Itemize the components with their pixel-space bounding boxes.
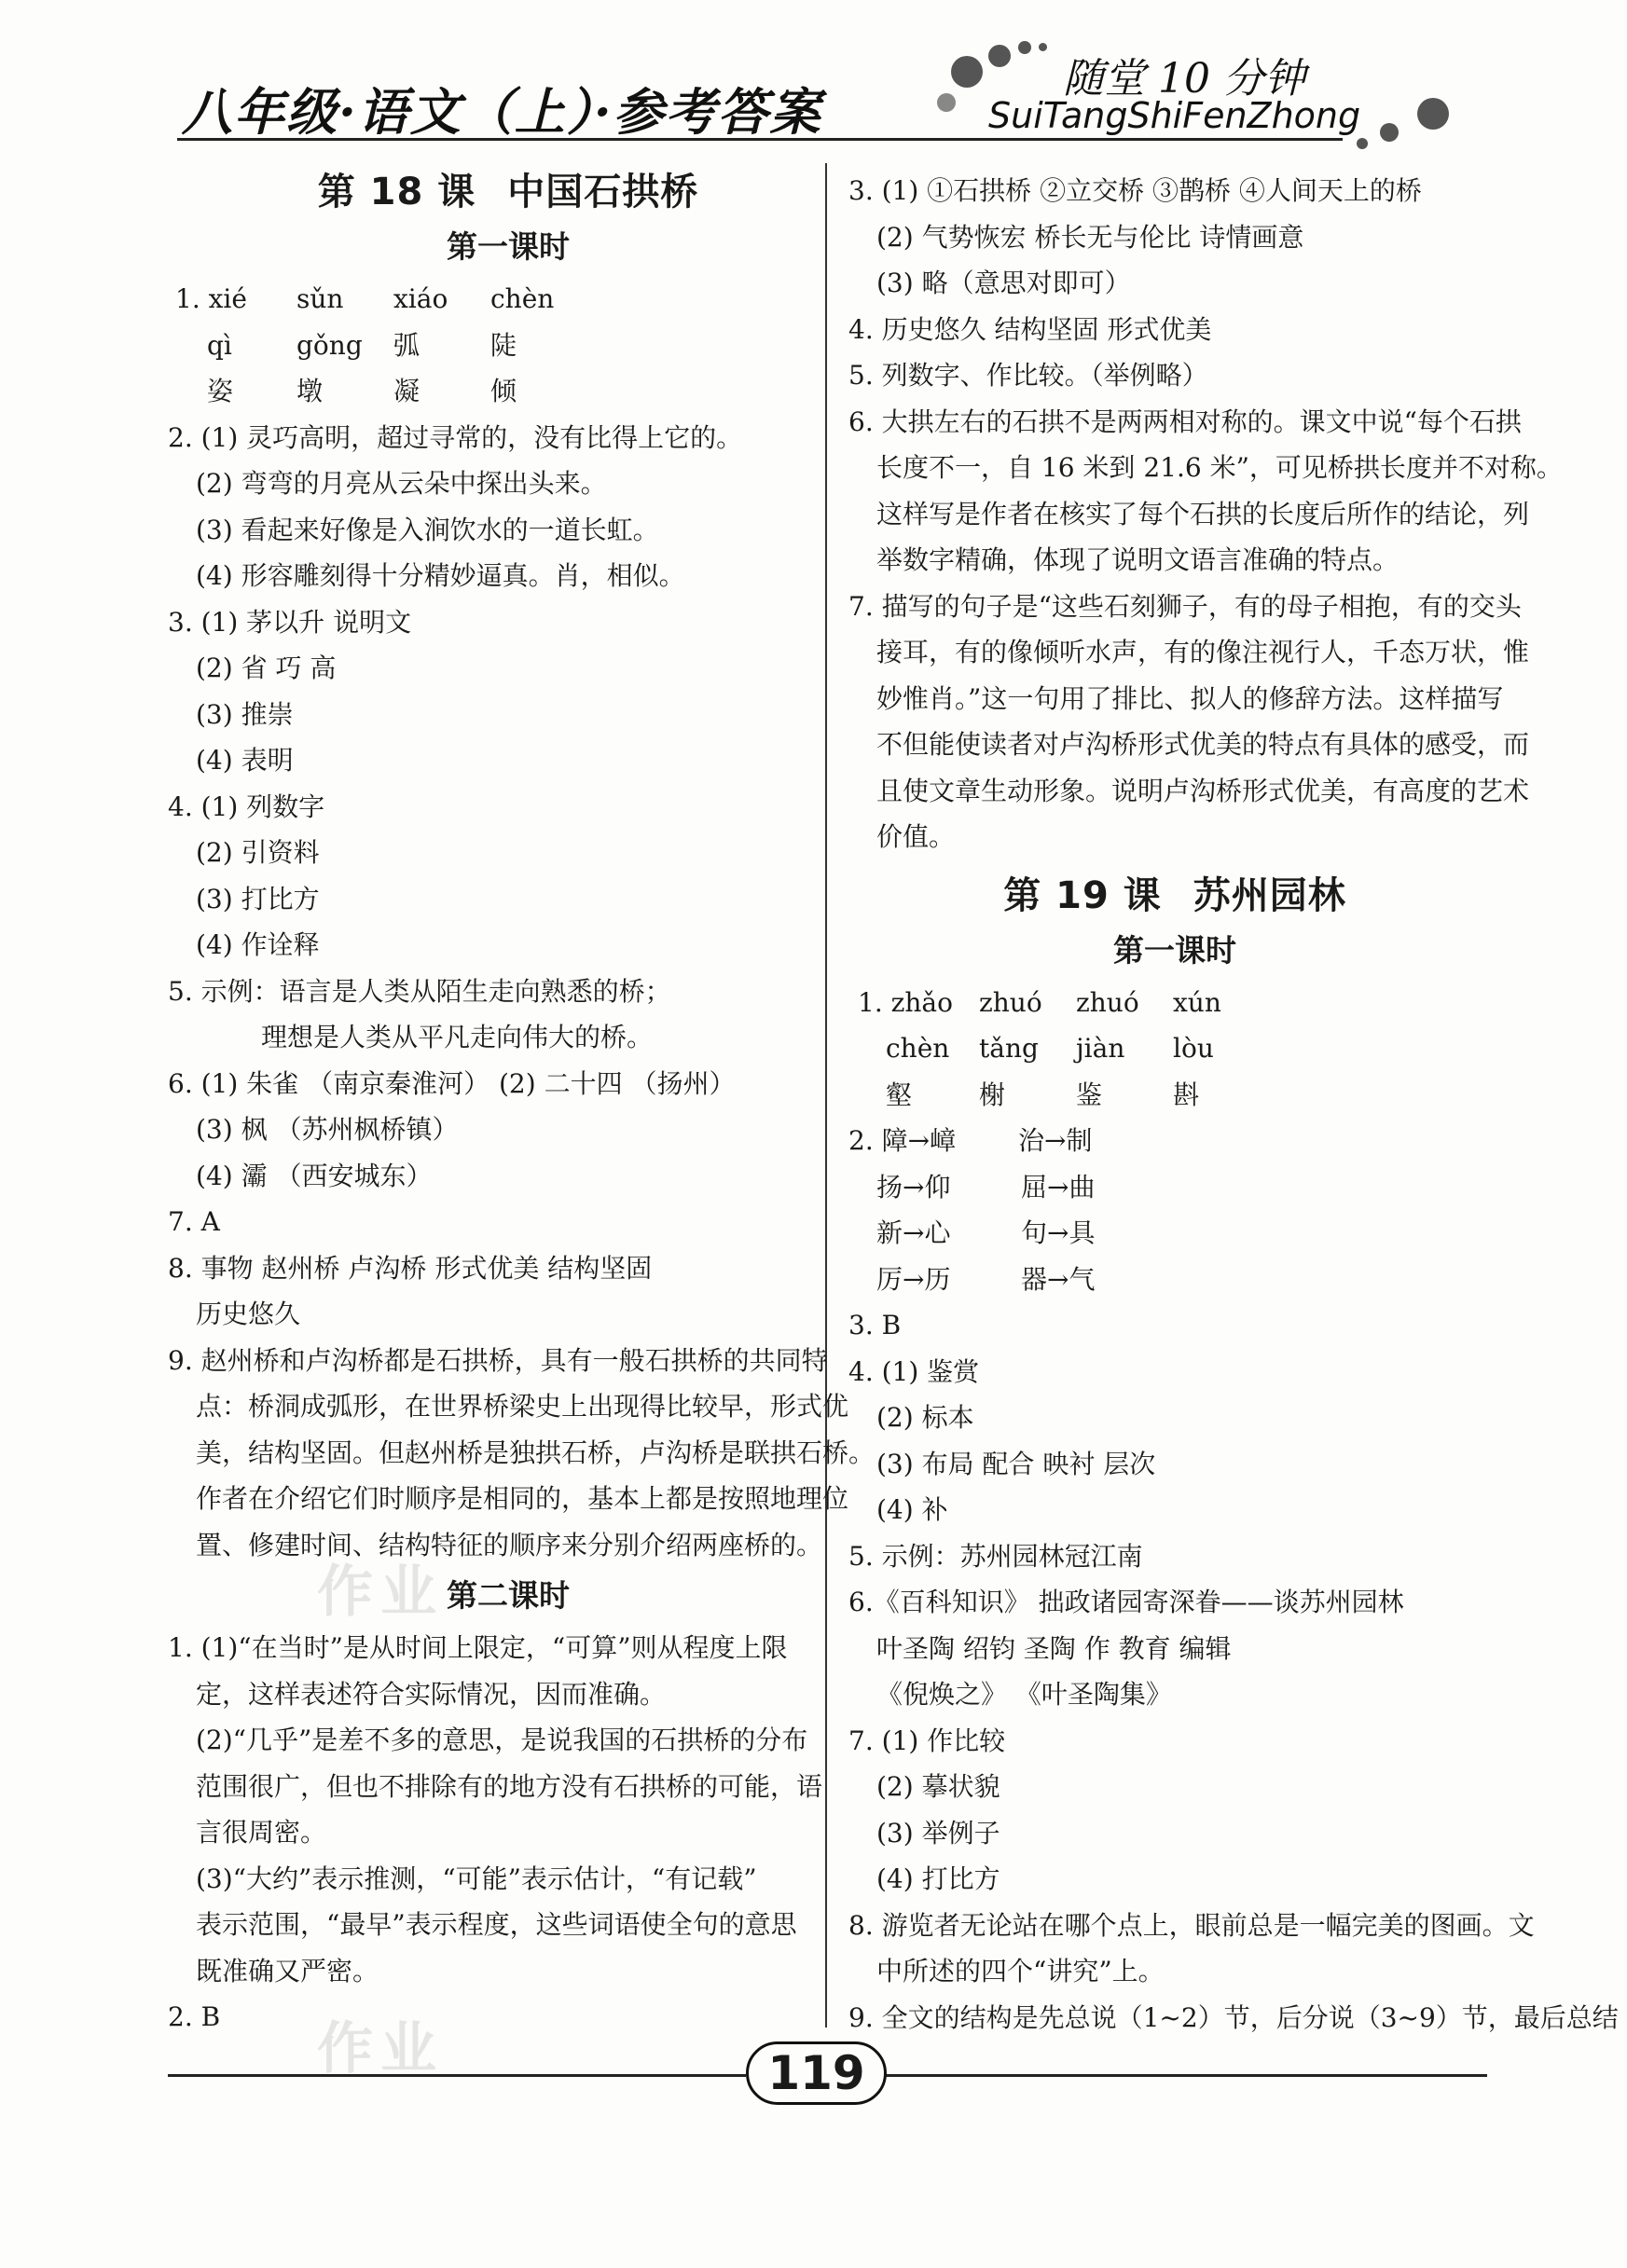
q1-answer: xiáo [393, 283, 448, 314]
q6-line: (4) 灞 （西安城东） [196, 1160, 433, 1191]
q1-row-1 [168, 276, 848, 323]
period-1-heading: 第一课时 [447, 228, 570, 265]
q9-line: 点：桥洞成弧形，在世界桥梁史上出现得比较早，形式优 [196, 1391, 849, 1422]
s3-line: 3. B [848, 1310, 902, 1340]
s7-line: (4) 打比方 [876, 1863, 1000, 1894]
q8-line: 8. 事物 赵州桥 卢沟桥 形式优美 结构坚固 [168, 1252, 653, 1284]
q3-line: (2) 省 巧 高 [196, 653, 337, 683]
s8-line: 中所述的四个“讲究”上。 [876, 1956, 1165, 1986]
q1-row-3 [168, 368, 848, 415]
r4-line: 4. 历史悠久 结构坚固 形式优美 [848, 313, 1212, 345]
q7-line: 7. A [168, 1206, 220, 1237]
r6-line: 这样写是作者在核实了每个石拱的长度后所作的结论，列 [876, 498, 1530, 529]
s1-answer: tǎng [979, 1033, 1039, 1064]
q3-line: (3) 推崇 [196, 698, 294, 730]
q5-line: 5. 示例：语言是人类从陌生走向熟悉的桥； [168, 975, 671, 1007]
s2-answer: 2. 障→嶂 [848, 1125, 957, 1156]
brand-chinese-name: 随堂 10 分钟 [1063, 55, 1305, 103]
q2-line: (2) 弯弯的月亮从云朵中探出头来。 [196, 468, 607, 499]
s6-line: 《倪焕之》 《叶圣陶集》 [876, 1679, 1172, 1710]
footer-rule-left [168, 2074, 746, 2077]
p2-q1-line: (3)“大约”表示推测，“可能”表示估计，“有记载” [196, 1863, 757, 1894]
s1-row-1 [848, 980, 1501, 1026]
r5-line: 5. 列数字、作比较。（举例略） [848, 360, 1208, 391]
p2-q2-line: 2. B [168, 2001, 221, 2032]
period-2-heading: 第二课时 [447, 1577, 570, 1614]
q6-answer: (2) 二十四 （扬州） [499, 1067, 736, 1099]
s8-line: 8. 游览者无论站在哪个点上，眼前总是一幅完美的图画。文 [848, 1909, 1535, 1941]
s1-row-2 [848, 1025, 1501, 1072]
watermark-stamp: 作业 [317, 1560, 444, 1625]
p2-q1-line: (2)“几乎”是差不多的意思，是说我国的石拱桥的分布 [196, 1725, 808, 1755]
q4-line: (4) 作诠释 [196, 929, 320, 960]
r6-line: 举数字精确，体现了说明文语言准确的特点。 [876, 544, 1399, 575]
r7-line: 接耳，有的像倾听水声，有的像注视行人，千态万状，惟 [876, 637, 1530, 667]
lesson-18-title [168, 162, 848, 215]
p2-q1-line: 定，这样表述符合实际情况，因而准确。 [196, 1678, 667, 1710]
q9-line: 作者在介绍它们时顺序是相同的，基本上都是按照地理位 [196, 1483, 849, 1514]
lesson-19-period-1-heading: 第一课时 [1113, 931, 1236, 969]
q5-line: 理想是人类从平凡走向伟大的桥。 [261, 1022, 654, 1052]
s1-row-3 [848, 1072, 1501, 1119]
right-column [848, 158, 1619, 2041]
r6-line: 6. 大拱左右的石拱不是两两相对称的。课文中说“每个石拱 [848, 405, 1522, 437]
q9-line: 9. 赵州桥和卢沟桥都是石拱桥，具有一般石拱桥的共同特 [168, 1344, 828, 1376]
lesson-19-number: 第 19 课 [1003, 873, 1162, 917]
s7-line: (3) 举例子 [876, 1817, 1000, 1849]
s1-answer: jiàn [1076, 1033, 1125, 1064]
page-header-title: 八年级·语文（上）·参考答案 [182, 82, 822, 142]
brand-dot-icon [988, 45, 1011, 67]
s1-answer: 1. zhǎo [858, 986, 953, 1018]
s4-line: (3) 布局 配合 映衬 层次 [876, 1448, 1156, 1479]
s4-line: (4) 补 [876, 1494, 948, 1525]
r7-line: 不但能使读者对卢沟桥形式优美的特点有具体的感受，而 [876, 729, 1530, 760]
q1-answer: 弧 [393, 329, 421, 361]
s2-row [848, 1118, 1501, 1164]
s7-line: (2) 摹状貌 [876, 1771, 1000, 1802]
q3-line: (4) 表明 [196, 745, 294, 776]
s2-row [848, 1257, 1501, 1303]
p2-q1-line: 言很周密。 [196, 1817, 327, 1848]
brand-dot-icon [1018, 41, 1031, 54]
s2-row [848, 1164, 1501, 1211]
s1-answer: 榭 [979, 1079, 1006, 1110]
q1-answer: chèn [490, 283, 555, 314]
r7-line: 价值。 [876, 821, 956, 852]
q9-line: 置、修建时间、结构特征的顺序来分别介绍两座桥的。 [196, 1529, 823, 1560]
r6-line: 长度不一，自 16 米到 21.6 米”，可见桥拱长度并不对称。 [876, 452, 1563, 483]
r3-line: (2) 气势恢宏 桥长无与伦比 诗情画意 [876, 221, 1304, 253]
s2-answer: 句→具 [1021, 1217, 1096, 1248]
q1-answer: gǒng [296, 329, 363, 361]
s1-answer: lòu [1173, 1033, 1214, 1064]
s2-answer: 器→气 [1021, 1263, 1096, 1295]
q1-answer: 陡 [490, 329, 517, 361]
s7-line: 7. (1) 作比较 [848, 1725, 1006, 1756]
q9-line: 美，结构坚固。但赵州桥是独拱石桥，卢沟桥是联拱石桥。 [196, 1436, 876, 1468]
footer-rule-right [881, 2074, 1487, 2077]
s2-answer: 新→心 [876, 1217, 951, 1248]
s1-answer: 斟 [1173, 1079, 1200, 1110]
s2-answer: 屈→曲 [1021, 1171, 1096, 1203]
brand-dot-icon [1417, 98, 1449, 130]
s6-line: 6.《百科知识》 拙政诸园寄深眷——谈苏州园林 [848, 1587, 1404, 1617]
q1-answer: 1. xié [175, 283, 247, 314]
q6-line: (3) 枫 （苏州枫桥镇） [196, 1114, 459, 1145]
brand-dot-icon [1039, 43, 1047, 51]
r3-line: 3. (1) ①石拱桥 ②立交桥 ③鹊桥 ④人间天上的桥 [848, 175, 1422, 206]
q4-line: 4. (1) 列数字 [168, 790, 325, 822]
lesson-19-title [848, 866, 1501, 919]
s2-row [848, 1210, 1501, 1257]
s1-answer: zhuó [1076, 986, 1139, 1018]
q2-line: 2. (1) 灵巧高明，超过寻常的，没有比得上它的。 [168, 421, 743, 453]
s1-answer: 鉴 [1076, 1079, 1103, 1110]
lesson-18-name: 中国石拱桥 [507, 171, 699, 213]
s2-answer: 治→制 [1018, 1125, 1093, 1156]
r7-line: 妙惟肖。”这一句用了排比、拟人的修辞方法。这样描写 [876, 682, 1504, 714]
q1-answer: 凝 [393, 376, 421, 406]
s6-line: 叶圣陶 绍钧 圣陶 作 教育 编辑 [876, 1632, 1232, 1664]
lesson-18-number: 第 18 课 [317, 171, 476, 213]
s2-answer: 扬→仰 [876, 1171, 951, 1203]
s5-line: 5. 示例：苏州园林冠江南 [848, 1540, 1143, 1572]
q1-row-2 [168, 323, 848, 369]
s1-answer: zhuó [979, 986, 1042, 1018]
q1-answer: 墩 [296, 376, 324, 406]
q8-line: 历史悠久 [196, 1299, 301, 1329]
s9-line: 9. 全文的结构是先总说（1~2）节，后分说（3~9）节，最后总结 [848, 2001, 1619, 2033]
p2-q1-line: 既准确又严密。 [196, 1955, 379, 1986]
watermark-stamp: 作业 [317, 2016, 444, 2082]
q4-line: (3) 打比方 [196, 883, 320, 914]
s1-answer: chèn [886, 1033, 950, 1064]
brand-logo [932, 28, 1492, 158]
brand-pinyin-name: SuiTangShiFenZhong [988, 95, 1361, 136]
r7-line: 且使文章生动形象。说明卢沟桥形式优美，有高度的艺术 [876, 775, 1530, 806]
p2-q1-line: 范围很广，但也不排除有的地方没有石拱桥的可能，语 [196, 1770, 823, 1802]
s1-answer: xún [1173, 986, 1221, 1018]
s4-line: (2) 标本 [876, 1402, 974, 1433]
brand-dot-icon [1357, 138, 1368, 149]
q4-line: (2) 引资料 [196, 837, 320, 868]
s2-answer: 厉→历 [876, 1263, 951, 1295]
brand-dot-icon [1380, 123, 1399, 142]
s4-line: 4. (1) 鉴赏 [848, 1355, 980, 1387]
r7-line: 7. 描写的句子是“这些石刻狮子，有的母子相抱，有的交头 [848, 590, 1522, 622]
brand-dot-icon [937, 93, 956, 112]
brand-dot-icon [951, 56, 983, 88]
page-number: 119 [746, 2041, 887, 2105]
q1-answer: qì [207, 329, 232, 361]
r3-line: (3) 略（意思对即可） [876, 268, 1131, 298]
q6-answer: 6. (1) 朱雀 （南京秦淮河） [168, 1067, 490, 1099]
q2-line: (3) 看起来好像是入涧饮水的一道长虹。 [196, 514, 659, 545]
q2-line: (4) 形容雕刻得十分精妙逼真。肖，相似。 [196, 560, 685, 591]
p2-q1-line: 1. (1)“在当时”是从时间上限定，“可算”则从程度上限 [168, 1632, 788, 1663]
q1-answer: 倾 [490, 376, 517, 406]
q6-line [168, 1061, 848, 1107]
q1-answer: sǔn [296, 283, 344, 314]
q3-line: 3. (1) 茅以升 说明文 [168, 606, 412, 638]
p2-q1-line: 表示范围，“最早”表示程度，这些词语使全句的意思 [196, 1909, 797, 1940]
lesson-19-name: 苏州园林 [1193, 873, 1346, 917]
q1-answer: 姿 [207, 376, 234, 406]
s1-answer: 壑 [886, 1079, 913, 1110]
